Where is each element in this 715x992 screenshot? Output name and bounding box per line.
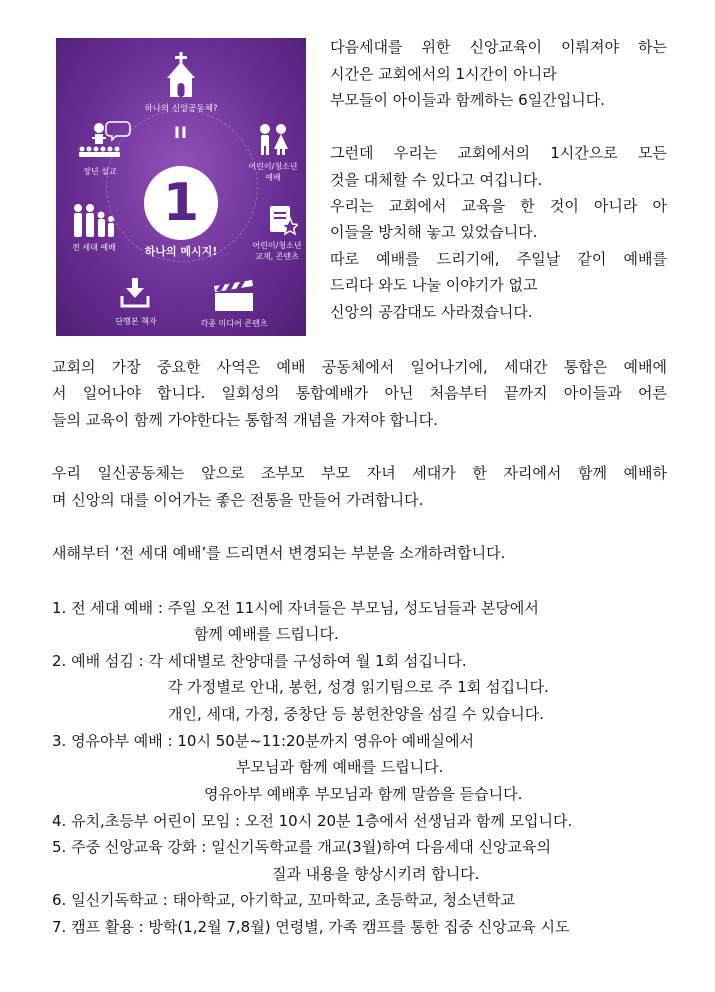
- poster-top-label: 하나의 신앙공동체?: [144, 104, 218, 114]
- family-icon: [70, 203, 118, 239]
- list-item-4: 4. 유치,초등부 어린이 모임 : 오전 10시 20분 1층에서 선생님과 함께 모입니다.: [52, 812, 573, 830]
- one-message-poster: [56, 38, 306, 336]
- poster-label-elder-sermon: 장년 설교: [83, 167, 117, 176]
- intro-line-8: 따로 예배를 드리기에, 주일날 같이 예배를: [330, 250, 667, 268]
- para2-line-2: 며 신앙의 대를 이어가는 좋은 전통을 만들어 가려합니다.: [52, 491, 424, 509]
- intro-line-4: 그런데 우리는 교회에서의 1시간으로 모든: [330, 144, 667, 162]
- intro-line-2: 시간은 교회에서의 1시간이 아니라: [330, 65, 557, 83]
- intro-line-1: 다음세대를 위한 신앙교육이 이뤄져야 하는: [330, 38, 667, 56]
- para2-line-1: 우리 일신공동체는 앞으로 조부모 부모 자녀 세대가 한 자리에서 함께 예배하: [52, 464, 667, 482]
- list-item-6: 6. 일신기독학교 : 태아학교, 아기학교, 꼬마학교, 초등학교, 청소년학교: [52, 891, 516, 909]
- intro-line-7: 이들을 방치해 놓고 있었습니다.: [330, 223, 538, 241]
- para3-line: 새해부터 ‘전 세대 예배’를 드리면서 변경되는 부분을 소개하려합니다.: [52, 544, 506, 562]
- booklet-icon: [120, 278, 150, 310]
- center-number: 1: [162, 173, 200, 233]
- list-item-5-cont: 질과 내용을 향상시키려 합니다.: [272, 865, 480, 883]
- list-item-1: 1. 전 세대 예배 : 주일 오전 11시에 자녀들은 부모님, 성도님들과 본당에서: [52, 599, 539, 617]
- poster-label-kids-youth-material: [246, 240, 306, 262]
- poster-label-all-gen-worship: 전 세대 예배: [72, 243, 116, 252]
- intro-line-3: 부모들이 아이들과 함께하는 6일간입니다.: [330, 91, 605, 109]
- list-item-1-cont: 함께 예배를 드립니다.: [194, 625, 339, 643]
- poster-label-kids-youth-worship-line2: 예배: [265, 173, 281, 182]
- book-star-icon: [268, 204, 298, 236]
- para1-line-1: 교회의 가장 중요한 사역은 예배 공동체에서 일어나기에, 세대간 통합은 예배에: [52, 358, 667, 376]
- children-icon: [256, 123, 290, 157]
- poster-label-booklet: 단행본 책자: [115, 317, 157, 326]
- clapperboard-icon: [212, 278, 256, 312]
- poster-center-label: 하나의 메시지!: [144, 245, 218, 258]
- sermon-icon: [78, 120, 134, 160]
- list-item-3-cont-1: 부모님과 함께 예배를 드립니다.: [236, 758, 444, 776]
- poster-label-kids-youth-material-line2: 교재, 콘텐츠: [255, 252, 299, 261]
- intro-line-9: 드리다 와도 나눌 이야기가 없고: [330, 276, 538, 294]
- para1-line-3: 들의 교육이 함께 가야한다는 통합적 개념을 가져야 합니다.: [52, 411, 438, 429]
- poster-label-media: 각종 미디어 콘텐츠: [200, 319, 268, 328]
- poster-equals-sign: II: [174, 123, 188, 142]
- para1-line-2: 서 일어나야 합니다. 일회성의 통합예배가 아닌 처음부터 끝까지 아이들과 어른: [52, 384, 667, 402]
- list-item-2-cont-1: 각 가정별로 안내, 봉헌, 성경 읽기팀으로 주 1회 섬깁니다.: [168, 678, 549, 696]
- poster-label-kids-youth-material-line1: 어린이/청소년: [252, 241, 302, 250]
- list-item-5: 5. 주중 신앙교육 강화 : 일신기독학교를 개교(3월)하여 다음세대 신앙교육의: [52, 838, 551, 856]
- intro-line-10: 신앙의 공감대도 사라졌습니다.: [330, 303, 533, 321]
- intro-line-5: 것을 대체할 수 있다고 여깁니다.: [330, 171, 543, 189]
- poster-label-kids-youth-worship-line1: 어린이/청소년: [248, 162, 298, 171]
- list-item-3: 3. 영유아부 예배 : 10시 50분~11:20분까지 영유아 예배실에서: [52, 732, 475, 750]
- list-item-7: 7. 캠프 활용 : 방학(1,2월 7,8월) 연령별, 가족 캠프를 통한 집중 신앙교육 시도: [52, 918, 570, 936]
- list-item-2-cont-2: 개인, 세대, 가정, 중창단 등 봉헌찬양을 섬길 수 있습니다.: [168, 705, 544, 723]
- church-icon: [165, 52, 197, 98]
- poster-label-kids-youth-worship: [242, 161, 304, 183]
- list-item-2: 2. 예배 섬김 : 각 세대별로 찬양대를 구성하여 월 1회 섬깁니다.: [52, 652, 467, 670]
- list-item-3-cont-2: 영유아부 예배후 부모님과 함께 말씀을 듣습니다.: [204, 785, 523, 803]
- intro-line-6: 우리는 교회에서 교육을 한 것이 아니라 아: [330, 197, 667, 215]
